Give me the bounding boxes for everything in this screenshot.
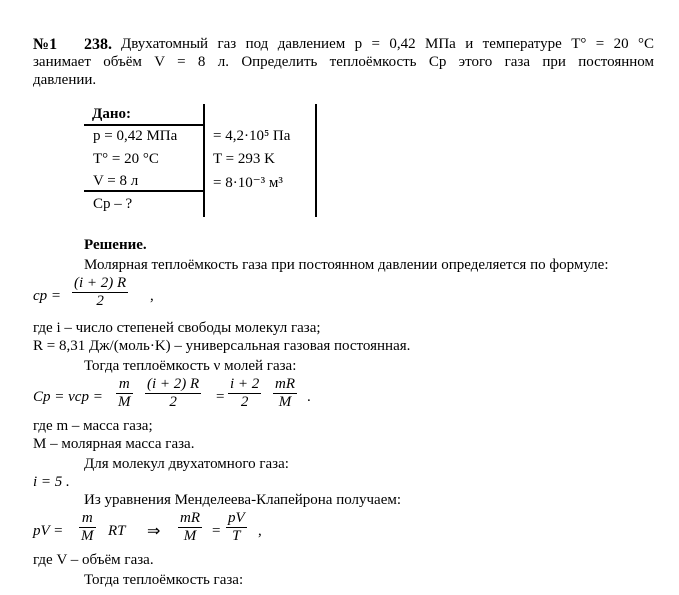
formula-3-lhs: pV =: [33, 523, 64, 539]
solution-line-6: M – молярная масса газа.: [33, 436, 195, 452]
formula-3-frac-3-denominator: T: [232, 528, 241, 544]
formula-1-denominator: 2: [96, 293, 104, 309]
formula-1-fraction: [72, 275, 128, 310]
solution-title: Решение.: [84, 237, 147, 253]
formula-2-fraction-1: [116, 376, 133, 411]
formula-1-tail: ,: [150, 288, 154, 304]
given-si-v: = 8·10⁻³ м³: [213, 175, 283, 191]
given-row-p: p = 0,42 МПа: [93, 128, 178, 144]
solution-line-5: где m – масса газа;: [33, 418, 153, 434]
formula-3-fraction-1: [79, 510, 96, 545]
formula-3-frac-1-numerator: m: [81, 510, 93, 526]
solution-line-11: Тогда теплоёмкость газа:: [84, 572, 244, 588]
formula-2-frac-1-denominator: M: [118, 394, 131, 410]
solution-line-2: где i – число степеней свободы молекул газа;: [33, 320, 321, 336]
problem-number: №1: [33, 36, 58, 53]
given-title: Дано:: [92, 106, 131, 122]
formula-2-frac-3-numerator: i + 2: [230, 376, 260, 392]
formula-3-fraction-3: [226, 510, 247, 545]
formula-1-numerator: (i + 2) R: [74, 275, 127, 291]
problem-line-1: Двухатомный газ под давлением p = 0,42 МПа и температуре T° = 20 °C: [121, 36, 654, 52]
problem-line-3: давлении.: [33, 72, 97, 88]
given-row-t: T° = 20 °C: [93, 151, 159, 167]
formula-2-lhs: Cp = νcp =: [33, 389, 103, 405]
formula-2-equals: =: [216, 389, 225, 405]
formula-3-rt: RT: [108, 523, 126, 539]
given-find: Cp – ?: [93, 196, 133, 212]
formula-2-frac-4-numerator: mR: [275, 376, 295, 392]
given-vertical-right: [315, 104, 317, 217]
problem-line-2: занимает объём V = 8 л. Определить теплоёмкость Cp этого газа при постоянном: [33, 54, 654, 70]
formula-3-frac-2-denominator: M: [183, 528, 197, 544]
formula-3-fraction-2: [178, 510, 202, 545]
formula-3-tail: ,: [258, 523, 262, 539]
formula-2-tail: .: [307, 389, 311, 405]
formula-2-fraction-4: [273, 376, 297, 411]
solution-line-10: где V – объём газа.: [33, 552, 154, 568]
formula-1-lhs: cp =: [33, 288, 62, 304]
solution-line-1: Молярная теплоёмкость газа при постоянном давлении определяется по формуле:: [84, 257, 609, 273]
formula-3-frac-2-numerator: mR: [180, 510, 200, 526]
formula-2-frac-1-numerator: m: [118, 376, 130, 392]
solution-line-8: i = 5 .: [33, 474, 70, 490]
formula-2-frac-2-numerator: (i + 2) R: [147, 376, 200, 392]
solution-line-7: Для молекул двухатомного газа:: [84, 456, 289, 472]
formula-3-arrow: ⇒: [147, 523, 161, 540]
formula-3-frac-1-denominator: M: [81, 528, 94, 544]
given-divider-top: [84, 124, 205, 126]
given-divider-bottom: [84, 190, 205, 192]
formula-2-frac-4-denominator: M: [278, 394, 292, 410]
formula-2-frac-3-denominator: 2: [240, 394, 249, 410]
formula-3-equals: =: [212, 523, 221, 539]
solution-line-9: Из уравнения Менделеева-Клапейрона получаем:: [84, 492, 402, 508]
formula-2-frac-2-denominator: 2: [169, 394, 177, 410]
formula-2-fraction-2: [145, 376, 201, 411]
given-si-p: = 4,2·10⁵ Па: [213, 128, 291, 144]
given-vertical-left: [203, 104, 205, 217]
problem-id: 238.: [84, 36, 112, 53]
given-row-v: V = 8 л: [93, 173, 139, 189]
solution-line-4: Тогда теплоёмкость ν молей газа:: [84, 358, 297, 374]
solution-line-3: R = 8,31 Дж/(моль·K) – универсальная газовая постоянная.: [33, 338, 411, 354]
given-si-t: T = 293 K: [213, 151, 275, 167]
formula-3-frac-3-numerator: pV: [228, 510, 245, 526]
formula-2-fraction-3: [228, 376, 261, 411]
